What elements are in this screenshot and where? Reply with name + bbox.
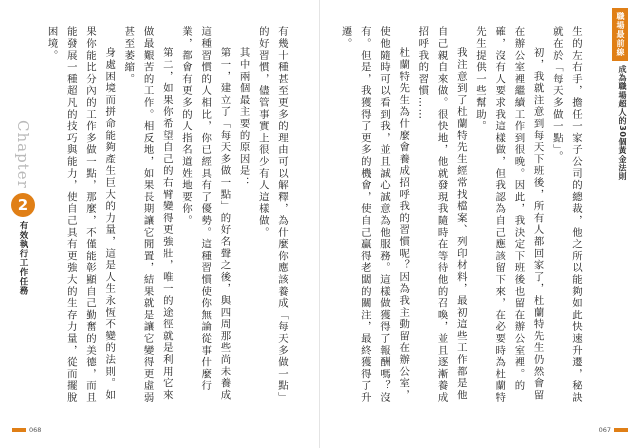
chapter-word: Chapter (14, 120, 32, 189)
paragraph: 其中兩個最主要的原因是： (237, 46, 250, 189)
paragraph: 身處困境而拼命能夠產生巨大的力量，這是人生永恆不變的法則。如果你能比分內的工作多做一點，那麼，不僅能彰顯自己勤奮的美德，而且能發展一種超凡的技巧與能力，使自己具有更強大的生存力量，從而擺脫困境。 (45, 26, 116, 404)
paragraph (39, 26, 41, 404)
chapter-side-tab (610, 8, 630, 181)
right-body-text (330, 26, 585, 404)
tab-label: 職場最前線 (612, 8, 628, 61)
page-number-left (12, 426, 41, 434)
paragraph: 第二，如果你希望自己的右臂變得更強壯，唯一的途徑就是利用它來做最艱苦的工作。相反地，如果長期讓它閒置，結果就是讓它變得更虛弱甚至萎縮。 (122, 26, 173, 404)
tab-subtitle: 成為職場超人的30個黃金法則 (618, 65, 627, 181)
left-body-text (39, 26, 291, 404)
chapter-title: 有效執行工作任務 (18, 220, 28, 296)
paragraph: 有幾十種甚至更多的理由可以解釋，為什麼你應該養成「每天多做一點」的好習慣，儘管事實上很少有人這樣做。 (256, 26, 288, 404)
paragraph: 初，我就注意到每天下班後，所有人都回家了，杜蘭特先生仍然會留在辦公室裡繼續工作到很晚。因此，我決定下班後也留在辦公室裡。的確，沒有人要求我這樣做，但我認為自己應該留下來，在必要時為杜蘭特先生提供一些幫助。 (473, 26, 544, 404)
right-page (320, 0, 640, 448)
paragraph: 生的左右手，擔任一家子公司的總裁，他之所以能夠如此快速升遷，秘訣就在於「每天多做一點」。 (550, 26, 582, 404)
page-number: 068 (29, 426, 42, 434)
page-number: 067 (598, 426, 611, 434)
paragraph: 第一，建立了「每天多做一點」的好名聲之後，與四周那些尚未養成這種習慣的人相比，你已經具有了優勢。這種習慣使你無論從事什麼行業，都會有更多的人指名道姓地要你。 (179, 26, 231, 401)
chapter-marker (8, 120, 38, 295)
folio-bar (614, 428, 628, 432)
paragraph: 杜蘭特先生為什麼會養成招呼我的習慣呢？因為我主動留在辦公室，使他隨時可以看到我，並且誠心誠意為他服務。這樣做獲得了報酬嗎？沒有。但是，我獲得了更多的機會，使自己贏得老闆的關注，最終獲得了升遷。 (339, 26, 410, 404)
page-number-right (599, 426, 628, 434)
folio-bar (12, 428, 26, 432)
chapter-number-badge: 2 (11, 193, 35, 217)
paragraph: 我注意到了杜蘭特先生經常找檔案、列印材料，最初這些工作都是他自己親自來做。很快地，他就發現我隨時在等待他的召喚，並且逐漸養成招呼我的習慣…… (416, 26, 467, 404)
